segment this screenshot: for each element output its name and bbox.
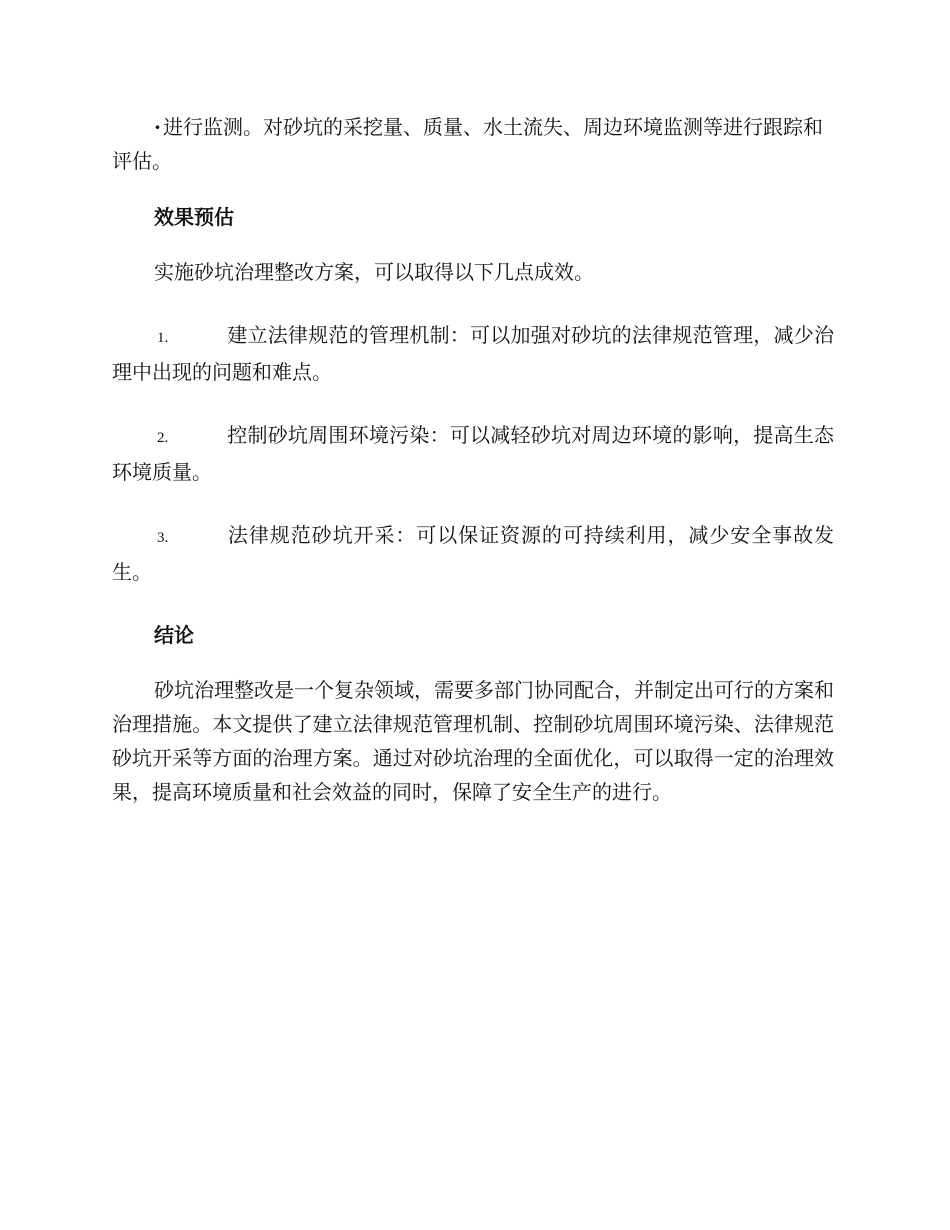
list-item: [112, 318, 834, 389]
list-item: [112, 518, 834, 589]
list-item-text: 建立法律规范的管理机制：可以加强对砂坑的法律规范管理，减少治理中出现的问题和难点。: [112, 323, 834, 384]
list-item: [112, 418, 834, 489]
conclusion-heading: 结论: [154, 623, 194, 647]
conclusion-body: 砂坑治理整改是一个复杂领域，需要多部门协同配合，并制定出可行的方案和治理措施。本文提供了建立法律规范管理机制、控制砂坑周围环境污染、法律规范砂坑开采等方面的治理方案。通过对砂坑治理的全面优化，可以取得一定的治理效果，提高环境质量和社会效益的同时，保障了安全生产的进行。: [112, 678, 834, 804]
monitoring-text: 进行监测。对砂坑的采挖量、质量、水土流失、周边环境监测等进行跟踪和评估。: [112, 115, 823, 173]
list-item-text: 控制砂坑周围环境污染：可以减轻砂坑对周边环境的影响，提高生态环境质量。: [112, 423, 834, 484]
effect-intro: 实施砂坑治理整改方案，可以取得以下几点成效。: [154, 260, 594, 284]
list-item-number: 2.: [157, 430, 169, 446]
list-item-number: 1.: [157, 330, 169, 346]
effect-heading: 效果预估: [154, 205, 234, 229]
list-item-text: 法律规范砂坑开采：可以保证资源的可持续利用，减少安全事故发生。: [112, 523, 834, 584]
bullet-mark: ·: [154, 115, 161, 139]
monitoring-paragraph: [112, 110, 834, 178]
document-body: [112, 110, 834, 838]
list-item-number: 3.: [157, 530, 169, 546]
